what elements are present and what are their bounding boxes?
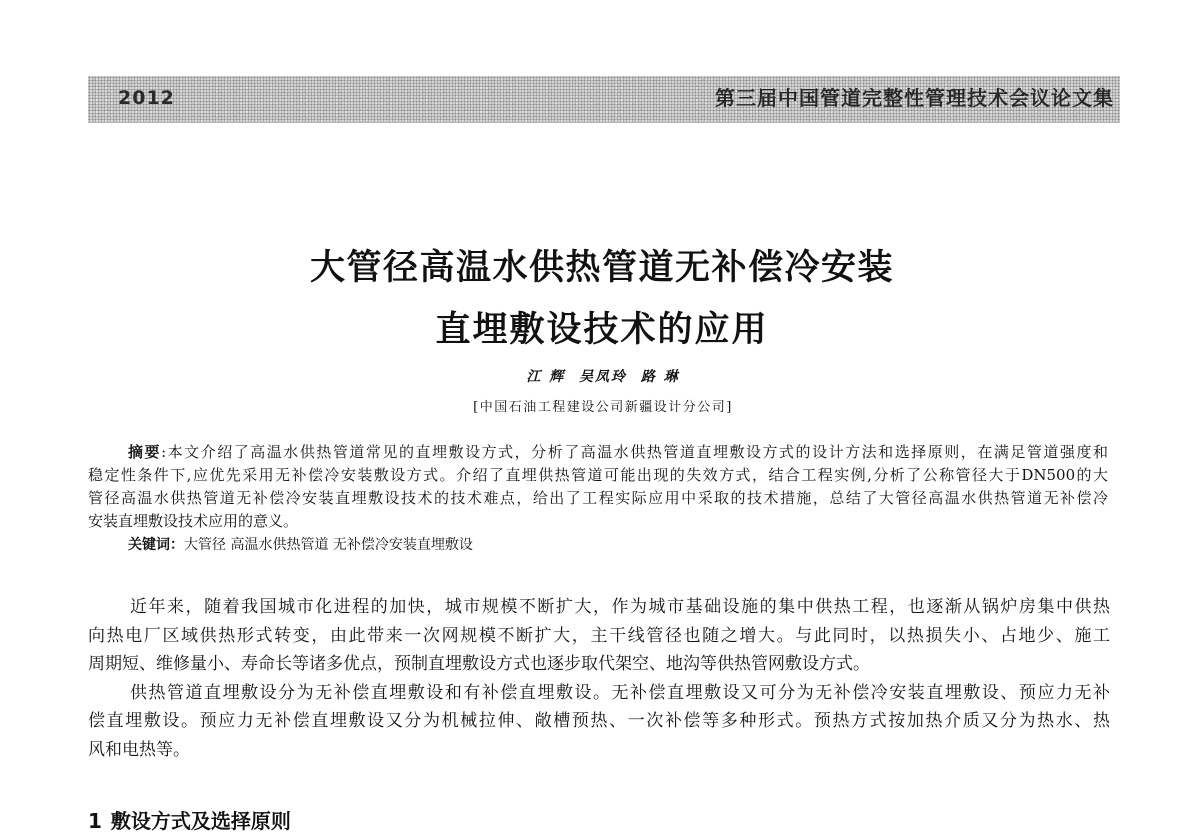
- running-header-band: [88, 76, 1120, 123]
- author-list: 江 辉 吴凤玲 路 琳: [526, 369, 680, 385]
- body-line: 向热电厂区域供热形式转变，由此带来一次网规模不断扩大，主干线管径也随之增大。与此同时，以热损失小、占地少、施工: [88, 625, 1110, 646]
- section-number: 1: [88, 809, 102, 833]
- abstract-line: 稳定性条件下,应优先采用无补偿冷安装敷设方式。介绍了直埋供热管道可能出现的失效方式，结合工程实例,分析了公称管径大于DN500的大: [88, 466, 1108, 484]
- section-heading: [88, 809, 291, 834]
- header-proceedings-title: 第三届中国管道完整性管理技术会议论文集: [715, 86, 1114, 110]
- body-line: 供热管道直埋敷设分为无补偿直埋敷设和有补偿直埋敷设。无补偿直埋敷设又可分为无补偿冷安装直埋敷设、预应力无补: [130, 682, 1110, 703]
- abstract: [88, 441, 1108, 533]
- abstract-label: 摘要: [128, 443, 162, 461]
- body-line: 偿直埋敷设。预应力无补偿直埋敷设又分为机械拉伸、敞槽预热、一次补偿等多种形式。预热方式按加热介质又分为热水、热: [88, 711, 1110, 732]
- keywords: [128, 535, 473, 555]
- body-text: [88, 593, 1110, 765]
- body-line: 周期短、维修量小、寿命长等诸多优点，预制直埋敷设方式也逐步取代架空、地沟等供热管网敷设方式。: [88, 654, 870, 675]
- body-line: 近年来，随着我国城市化进程的加快，城市规模不断扩大，作为城市基础设施的集中供热工程，也逐渐从锅炉房集中供热: [130, 597, 1110, 617]
- keywords-label: 关键词：: [128, 537, 184, 553]
- author-affiliation: [中国石油工程建设公司新疆设计分公司]: [473, 400, 733, 415]
- paper-title-line-1: 大管径高温水供热管道无补偿冷安装: [309, 248, 894, 288]
- header-year: 2012: [118, 87, 175, 109]
- section-title: 敷设方式及选择原则: [110, 809, 291, 833]
- abstract-line-text: :本文介绍了高温水供热管道常见的直埋敷设方式，分析了高温水供热管道直埋敷设方式的设计方法和选择原则，在满足管道强度和: [161, 443, 1108, 461]
- paper-title-line-2: 直埋敷设技术的应用: [435, 310, 769, 350]
- abstract-line: 安装直埋敷设技术应用的意义。: [88, 512, 299, 530]
- keywords-text: 大管径 高温水供热管道 无补偿冷安装直埋敷设: [184, 537, 473, 553]
- body-line: 风和电热等。: [88, 739, 190, 760]
- abstract-line: [88, 441, 1108, 464]
- abstract-line: 管径高温水供热管道无补偿冷安装直埋敷设技术的技术难点，给出了工程实际应用中采取的技术措施，总结了大管径高温水供热管道无补偿冷: [88, 489, 1108, 507]
